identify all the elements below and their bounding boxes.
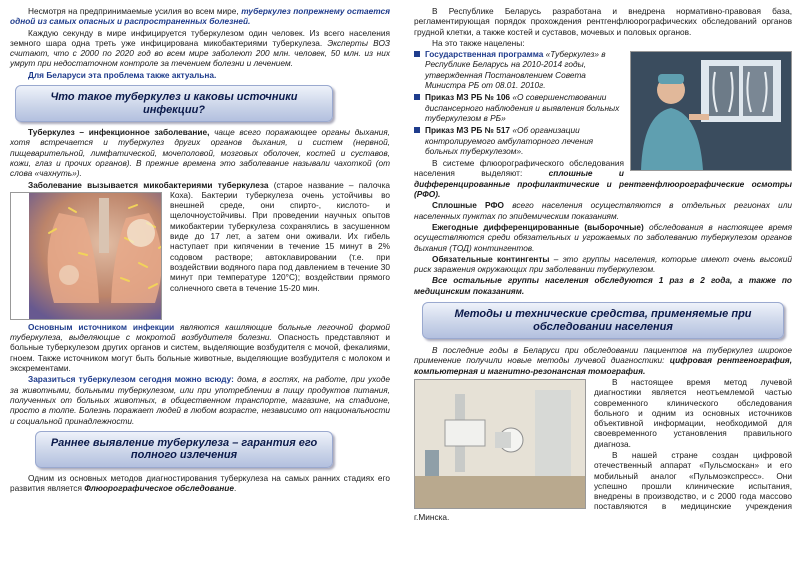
- other-groups-paragraph: Все остальные группы населения обследуются 1 раз в 2 года, а также по медицинским показаниям.: [414, 275, 792, 296]
- pathogen-paragraph: Заболевание вызывается микобактериями туберкулеза (старое название – палочка Коха). Бактерии туберкулеза очень устойчивы во внешней среде, они спирто-, кислото- и щелочноустойчивы. При проведении научных опытов микобактерии туберкулеза сохранялись в засушенном виде до 17 лет, а затем они оживали. Их гибель наступает при кипячении в течение 15 минут в 2% содовом растворе; автоклавировании (т.е. при воздействии водяного пара под давлением в течение 30 минут при температуре 120°С); воздействии прямого солнечного света в течение 15-20 мин.: [10, 180, 390, 293]
- mandatory-contingents-paragraph: Обязательные контингенты – это группы населения, которые имеют очень высокий риск заражения окружающих при заболевании туберкулезом.: [414, 253, 793, 275]
- new-methods-paragraph: В последние годы в Беларуси при обследовании пациентов на туберкулез широкое применение получили новые методы лучевой диагностики: цифровая рентгенография, компьютерная и магнитно-резонансная томография.: [414, 345, 792, 376]
- definition-paragraph: Туберкулез – инфекционное заболевание, чаще всего поражающее органы дыхания, хотя встречается и туберкулез других органов дыхания, и систем (нервной, пищеварительной, лимфатической, мочеполовой, мозговых оболочек, костей и суставов, кожи, глаз и прочих органов). В прежние времена это заболевание называли чахоткой (от слова «чахнуть»).: [10, 127, 390, 179]
- aims-intro: На это также нацелены:: [432, 37, 525, 48]
- statistics-paragraph: Каждую секунду в мире инфицируется туберкулезом один человек. Из всего населения земного шара одна треть уже инфицирована микобактериями туберкулеза. Эксперты ВОЗ считают, что с 2000 по 2020 год во всем мире заболеют 200 млн. человек, 50 млн. из них умрут при недостаточном контроле за течением болезни и лечением.: [10, 27, 390, 69]
- belarus-note: Для Беларуси эта проблема также актуальна.: [28, 69, 217, 80]
- bullet-square-icon: [414, 51, 420, 57]
- infection-source-paragraph: Основным источником инфекции являются кашляющие больные легочной формой туберкулеза, выделяющие с мокротой возбудителя болезни. Опасность представляют и больные туберкулезом других органов и систем, выделяющие возбудителя с мочой, фекалиями, гноем. Также источником могут быть больные животные, выделяющие возбудителя с молоком и экскрементами.: [10, 321, 390, 374]
- bullet-state-program: Государственная программа «Туберкулез» в Республике Беларусь на 2010-2014 годы, утвержденная Постановлением Совета Министра РБ от 08.01. 2010г.: [414, 49, 624, 90]
- pulmoscan-paragraph: В нашей стране создан цифровой отечественный аппарат «Пульсмоскан» и его мобильный аналог «Пульмоэкспресс». Они успешно прошли клинические испытания, внедрены в производство, и с 2000 года массово поставляются в медицинские учреждения г.Минска.: [414, 449, 792, 522]
- xray-machine-photo: [414, 379, 586, 509]
- bullet-order-106: Приказ МЗ РБ № 106 «О совершенствовании диспансерного наблюдения и выявления больных туберкулезом в РБ»: [414, 92, 624, 123]
- left-column: [10, 6, 390, 494]
- xray-doctor-photo: [630, 51, 792, 171]
- banner-early-detection: Раннее выявление туберкулеза – гарантия его полного излечения: [35, 431, 333, 468]
- bullet-order-517: Приказ МЗ РБ № 517 «Об организации контролируемого амбулаторного лечения больных туберкулезом».: [414, 125, 624, 156]
- bullet-square-icon: [414, 94, 420, 100]
- bullet-square-icon: [414, 127, 420, 133]
- annual-rfo-paragraph: Ежегодные дифференцированные (выборочные) обследования в настоящее время осуществляются среди обязательных и угрожаемых по заболеванию туберкулезом органов дыхания (ТОД) контингентов.: [414, 221, 793, 253]
- legal-base-paragraph: В Республике Беларусь разработана и внедрена нормативно-правовая база, регламентирующая порядок прохождения рентгенфлюорографических обследований органов грудной клетки, а также костей и суставов, мочевых и половых органов.: [414, 6, 792, 37]
- diagnostics-paragraph: Одним из основных методов диагностирования туберкулеза на самых ранних стадиях его развития является Флюорографическое обследование.: [10, 472, 390, 494]
- intro-paragraph: Несмотря на предпринимаемые усилия во всем мире, туберкулез попрежнему остается одной из самых опасных и распространенных болезней.: [10, 6, 390, 27]
- right-column: [414, 6, 792, 523]
- transmission-paragraph: Заразиться туберкулезом сегодня можно всюду: дома, в гостях, на работе, при уходе за животными, больными туберкулезом, или при употреблении в пищу продуктов питания, полученных от больных животных, в общественном транспорте, магазине, на стадионе, просто в толпе. Болезнь поражает людей в любом возрасте, независимо от национальности и социальной принадлежности.: [10, 374, 390, 426]
- fluoro-system-paragraph: В системе флюорографического обследования населения выделяют: сплошные и дифференцированные профилактические и рентгенфлюорографические осмотры (РФО).: [414, 158, 792, 200]
- radiology-paragraph: В настоящее время метод лучевой диагностики является неотъемлемой частью современного клинического обследования больного и одним из основных источников объективной информации, необходимой для своевременного установления правильного диагноза.: [594, 376, 792, 449]
- banner-what-is-tuberculosis: Что такое туберкулез и каковы источники инфекции?: [15, 85, 333, 122]
- continuous-rfo-paragraph: Сплошные РФО всего населения осуществляются в отдельных регионах или населенных пунктах по эпидемическим показаниям.: [414, 200, 792, 221]
- banner-methods: Методы и технические средства, применяемые при обследовании населения: [422, 302, 784, 339]
- lungs-illustration: [10, 192, 162, 320]
